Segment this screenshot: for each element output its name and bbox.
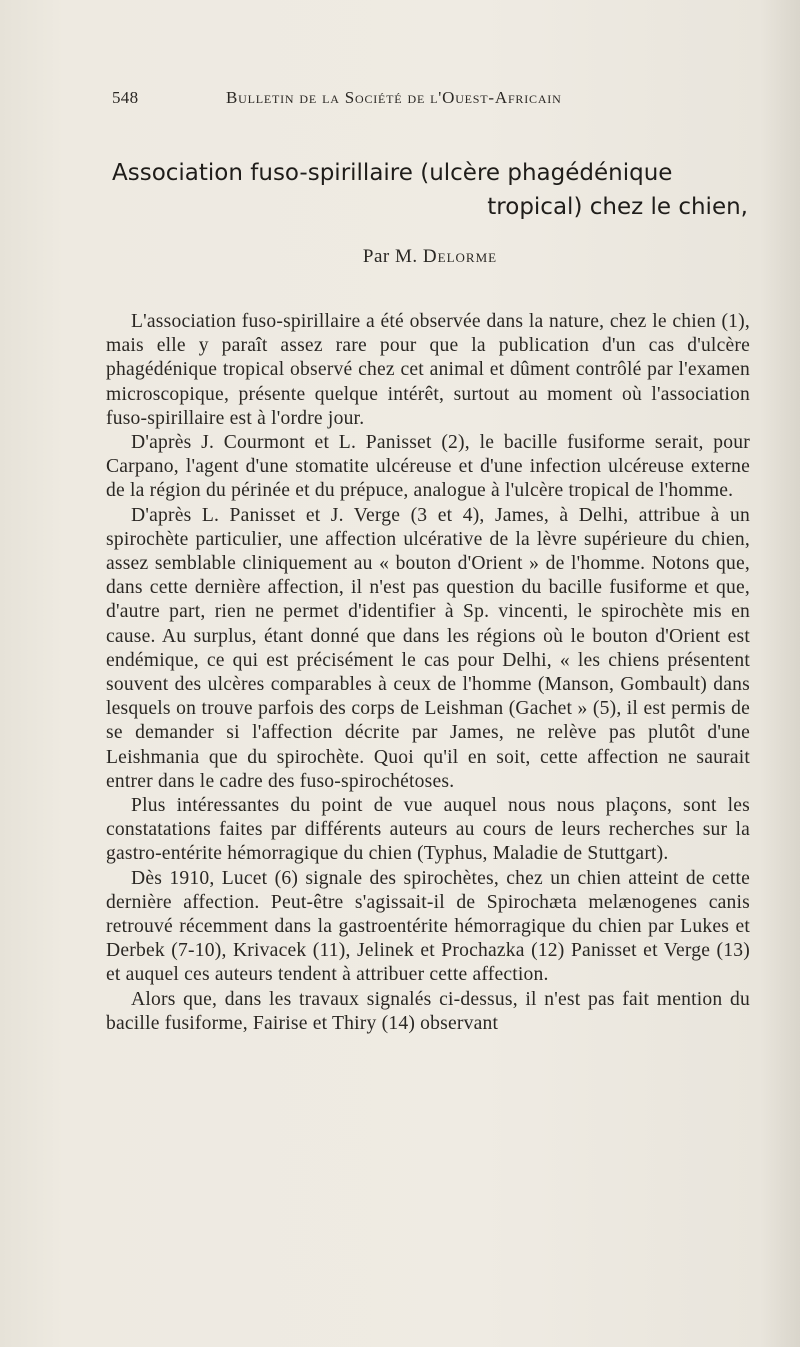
running-head: Bulletin de la Société de l'Ouest-Africain (226, 88, 562, 107)
page-number: 548 (112, 88, 139, 107)
title-line-1: Association fuso-spirillaire (ulcère phagédénique (112, 160, 673, 186)
paragraph: Dès 1910, Lucet (6) signale des spirochètes, chez un chien atteint de cette dernière affection. Peut-être s'agissait-il de Spirochæta melænogenes canis retrouvé récemment dans la gastroentérite hémorragique du chien par Lukes et Derbek (7-10), Krivacek (11), Jelinek et Prochazka (12) Panisset et Verge (13) et auquel ces auteurs tendent à attribuer cette affection. (106, 867, 750, 986)
title-line-2: tropical) chez le chien, (487, 194, 748, 220)
paragraph: Plus intéressantes du point de vue auquel nous nous plaçons, sont les constatations faites par différents auteurs au cours de leurs recherches sur la gastro-entérite hémorragique du chien (Typhus, Maladie de Stuttgart). (106, 795, 750, 865)
article-body (106, 310, 750, 1036)
paragraph: L'association fuso-spirillaire a été observée dans la nature, chez le chien (1), mais elle y paraît assez rare pour que la publication d'un cas d'ulcère phagédénique tropical observé chez cet animal et dûment contrôlé par l'examen microscopique, présente quelque intérêt, surtout au moment où l'association fuso-spirillaire est à l'ordre jour. (106, 311, 750, 429)
paragraph: Alors que, dans les travaux signalés ci-dessus, il n'est pas fait mention du bacille fusiforme, Fairise et Thiry (14) observant (106, 988, 750, 1034)
author-name: Delorme (422, 246, 498, 267)
paragraph: D'après J. Courmont et L. Panisset (2), le bacille fusiforme serait, pour Carpano, l'agent d'une stomatite ulcéreuse et d'une infection ulcéreuse externe de la région du périnée et du prépuce, analogue à l'ulcère tropical de l'homme. (106, 432, 750, 502)
author-byline (112, 246, 748, 268)
byline-prefix: Par M. (362, 246, 418, 267)
paragraph: D'après L. Panisset et J. Verge (3 et 4), James, à Delhi, attribue à un spirochète particulier, une affection ulcérative de la lèvre supérieure du chien, assez semblable cliniquement au « bouton d'Orient » de l'homme. Notons que, dans cette dernière affection, il n'est pas question du bacille fusiforme et que, d'autre part, rien ne permet d'identifier à Sp. vincenti, le spirochète mis en cause. Au surplus, étant donné que dans les régions où le bouton d'Orient est endémique, ce qui est précisément le cas pour Delhi, « les chiens présentent souvent des ulcères comparables à ceux de l'homme (Manson, Gombault) dans lesquels on trouve parfois des corps de Leishman (Gachet » (5), il est permis de se demander si l'affection décrite par James, ne relève pas plutôt d'une Leishmania que du spirochète. Quoi qu'il en soit, cette affection ne saurait entrer dans le cadre des fuso-spirochétoses. (106, 504, 750, 792)
